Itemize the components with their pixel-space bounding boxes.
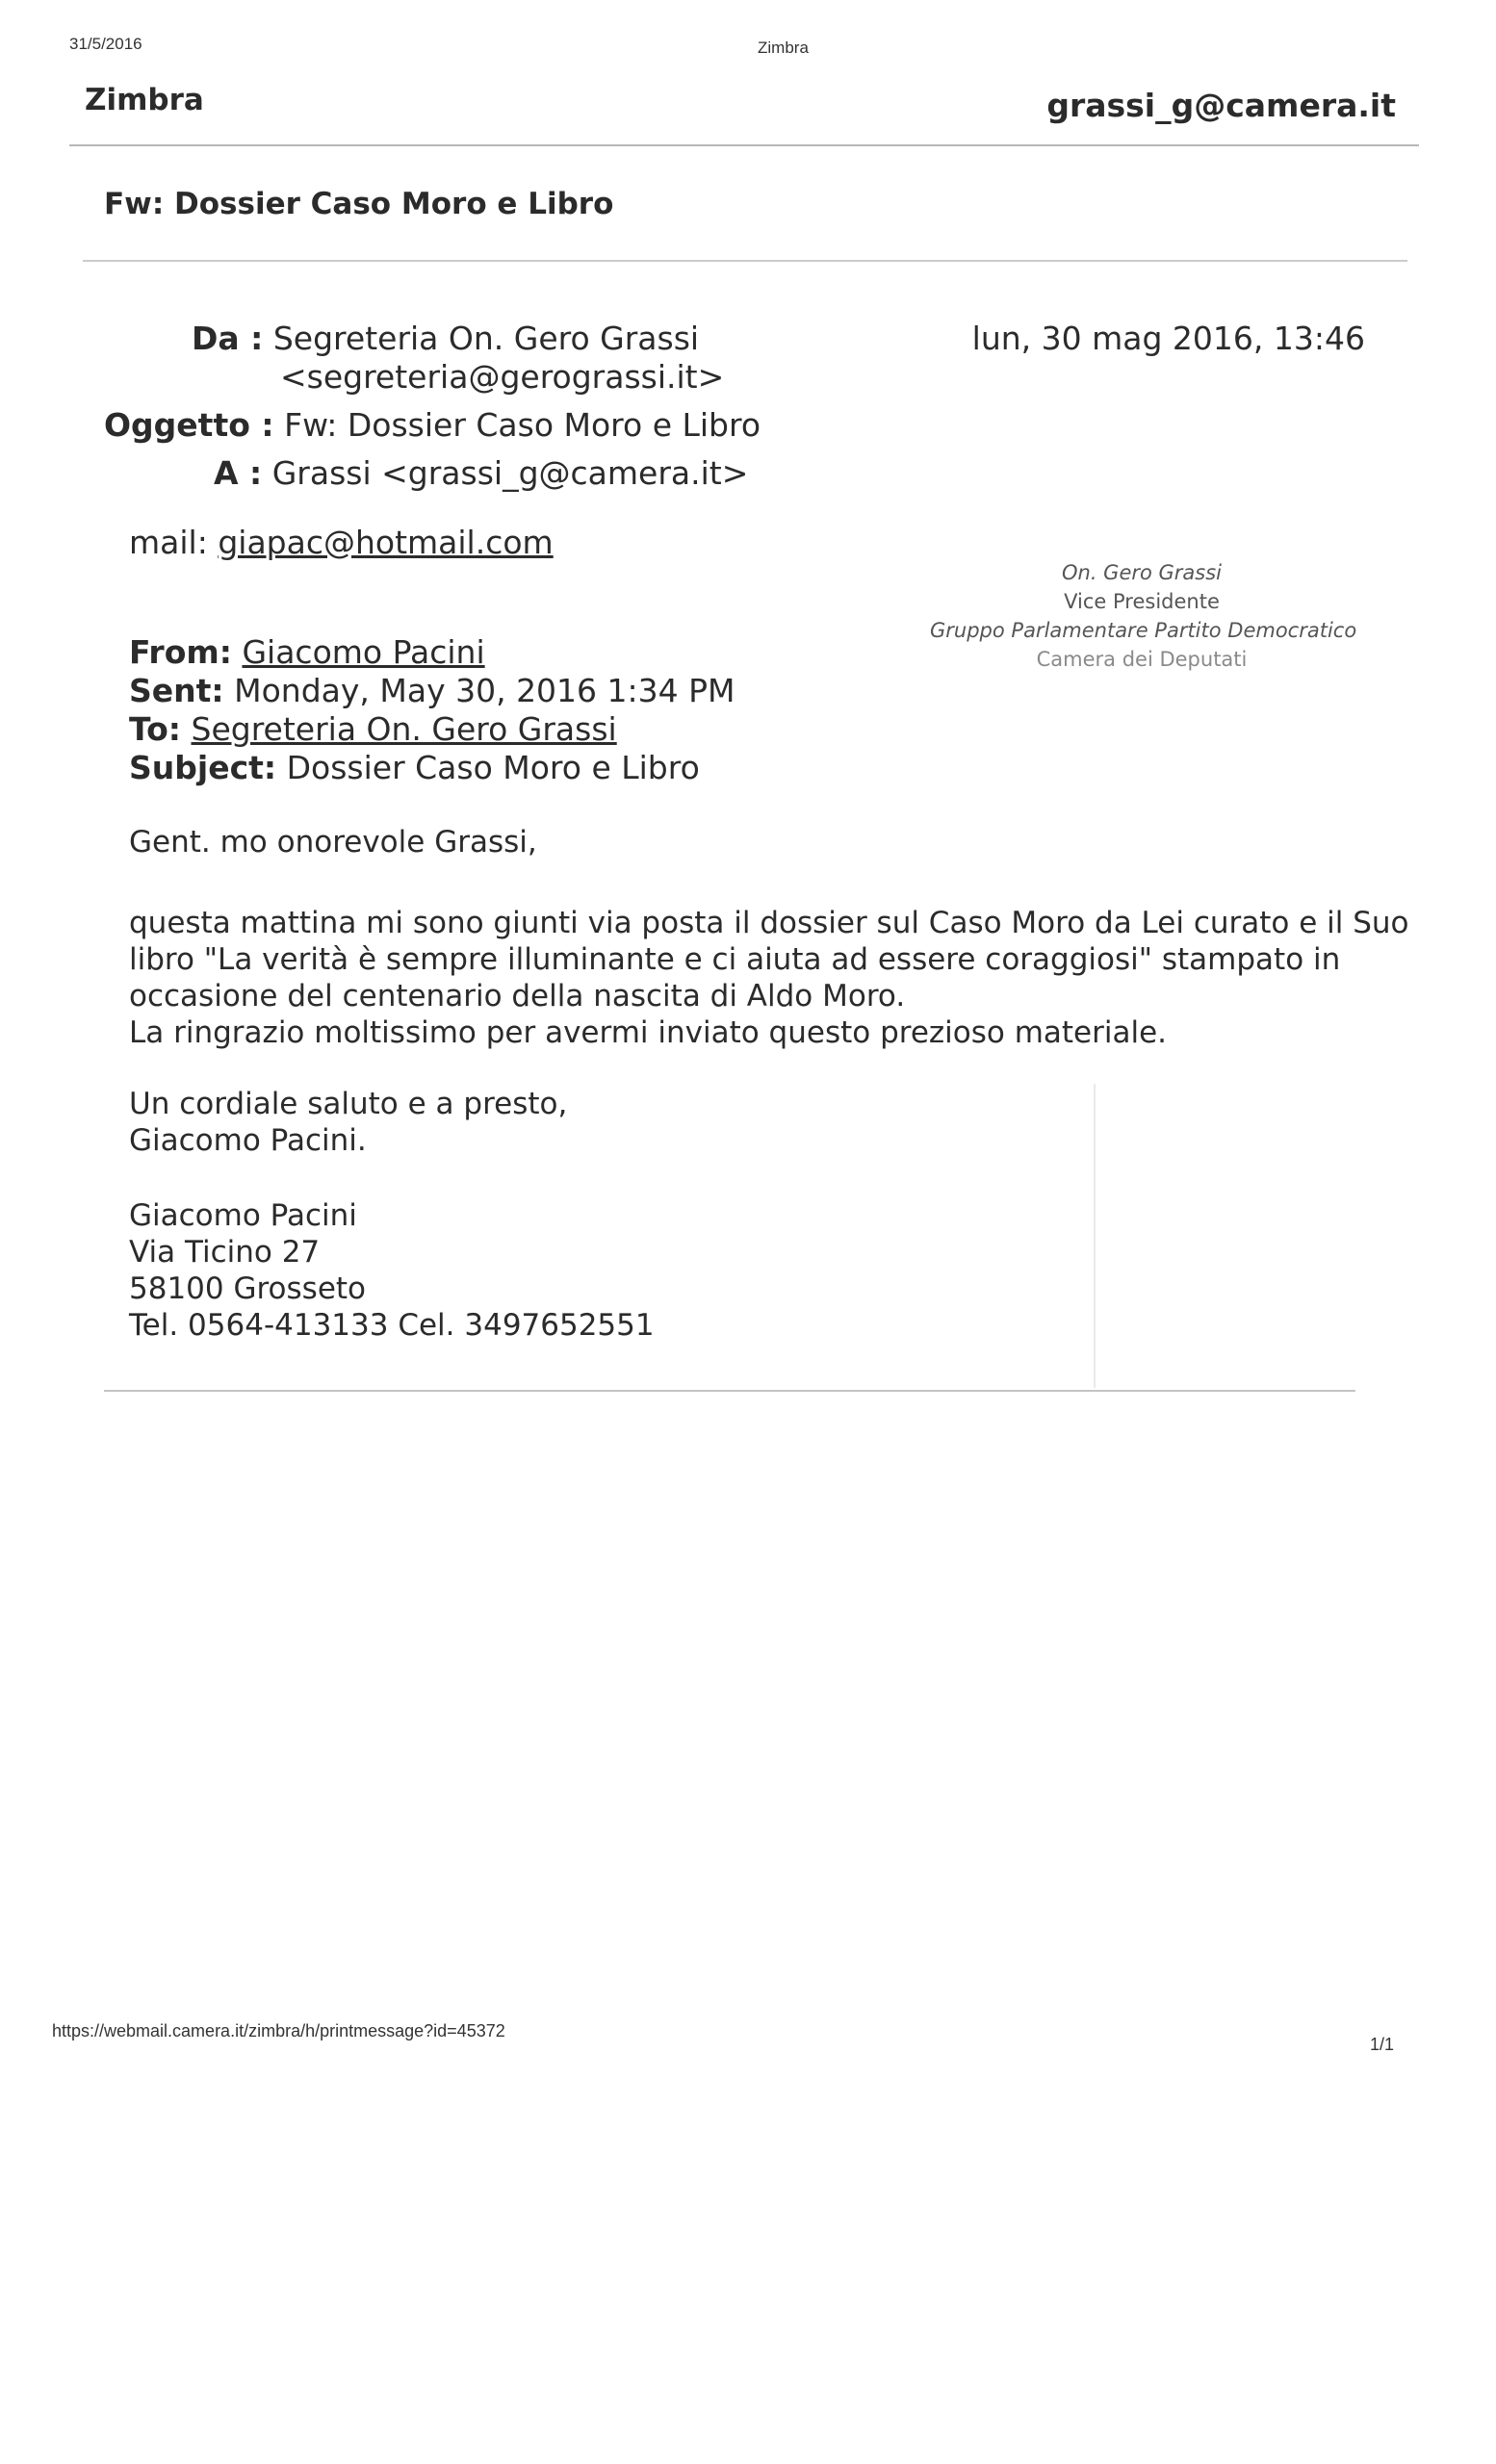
fwd-sent-row: [129, 672, 735, 710]
closing-line: Giacomo Pacini.: [129, 1123, 367, 1158]
header-subject-value: Fw: Dossier Caso Moro e Libro: [284, 406, 761, 444]
fwd-sent-value: Monday, May 30, 2016 1:34 PM: [234, 672, 735, 709]
print-url: https://webmail.camera.it/zimbra/h/printmessage?id=45372: [52, 2021, 505, 2040]
header-from-email: <segreteria@gerograssi.it>: [280, 358, 725, 396]
stamp-chamber: Camera dei Deputati: [1036, 648, 1248, 671]
signature-block: [129, 1197, 655, 1344]
body-line: occasione del centenario della nascita di Aldo Moro.: [129, 979, 906, 1014]
header-from-name: Segreteria On. Gero Grassi: [272, 320, 700, 357]
stamp-role: Vice Presidente: [1064, 590, 1220, 613]
header-to-label: A :: [214, 454, 263, 492]
fwd-sent-label: Sent:: [129, 672, 224, 709]
message-date: lun, 30 mag 2016, 13:46: [971, 320, 1365, 357]
signature-line: Giacomo Pacini: [129, 1198, 357, 1233]
fwd-from-row: [129, 633, 735, 672]
mail-email-link[interactable]: giapac@hotmail.com: [218, 524, 554, 561]
signature-line: 58100 Grosseto: [129, 1271, 367, 1306]
print-page-title: Zimbra: [758, 38, 809, 57]
header-divider: [69, 144, 1419, 146]
signature-line: Via Ticino 27: [129, 1235, 321, 1270]
stamp-group: Gruppo Parlamentare Partito Democratico: [930, 619, 1357, 642]
fwd-to-label: To:: [129, 710, 181, 748]
stamp-name: On. Gero Grassi: [1061, 561, 1223, 584]
header-from-row: [192, 320, 699, 357]
closing-line: Un cordiale saluto e a presto,: [129, 1087, 568, 1121]
body-greeting: Gent. mo onorevole Grassi,: [129, 825, 537, 860]
message-subject-title: Fw: Dossier Caso Moro e Libro: [104, 187, 614, 221]
body-paragraph: [129, 905, 1409, 1051]
header-to-value: Grassi <grassi_g@camera.it>: [271, 454, 749, 492]
fwd-to-row: [129, 710, 735, 749]
mail-line: [129, 524, 554, 562]
body-line: libro "La verità è sempre illuminante e ci aiuta ad essere coraggiosi" stampato in: [129, 942, 1341, 977]
fwd-from-link[interactable]: Giacomo Pacini: [242, 633, 485, 671]
forwarded-header: [129, 633, 735, 787]
fwd-subject-row: [129, 749, 735, 787]
message-end-divider: [104, 1390, 1355, 1392]
fwd-to-link[interactable]: Segreteria On. Gero Grassi: [191, 710, 617, 748]
signature-line: Tel. 0564-413133 Cel. 3497652551: [129, 1308, 655, 1343]
page-number: 1/1: [1369, 2035, 1394, 2054]
print-date: 31/5/2016: [69, 35, 142, 53]
body-line: questa mattina mi sono giunti via posta il dossier sul Caso Moro da Lei curato e il Suo: [129, 906, 1409, 940]
account-email: grassi_g@camera.it: [1046, 87, 1396, 124]
fwd-subject-label: Subject:: [129, 749, 277, 786]
header-subject-row: [104, 406, 761, 444]
body-line: La ringrazio moltissimo per avermi inviato questo prezioso materiale.: [129, 1015, 1168, 1050]
parliament-stamp: [930, 558, 1357, 674]
mail-label: mail:: [129, 524, 208, 561]
fwd-from-label: From:: [129, 633, 232, 671]
fwd-subject-value: Dossier Caso Moro e Libro: [286, 749, 700, 786]
header-subject-label: Oggetto :: [104, 406, 274, 444]
body-closing: [129, 1086, 567, 1159]
subject-divider: [83, 260, 1407, 262]
header-to-row: [214, 454, 748, 492]
header-from-label: Da :: [192, 320, 264, 357]
scan-artifact: [1094, 1084, 1096, 1388]
zimbra-logo-text: Zimbra: [85, 83, 204, 117]
